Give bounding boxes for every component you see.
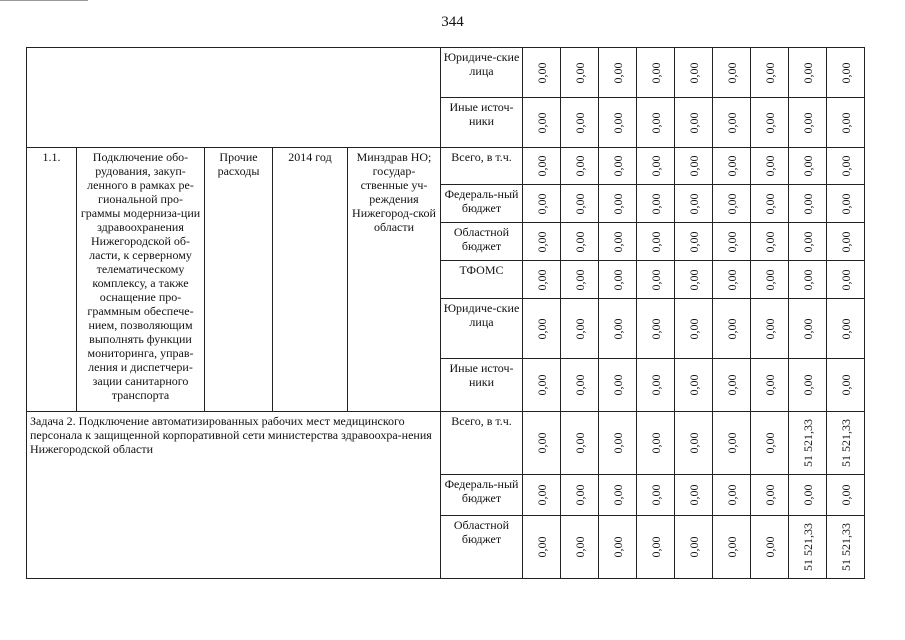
value-cell: 51 521,33 [789,516,827,579]
value-cell: 0,00 [523,48,561,98]
value-cell: 0,00 [523,223,561,261]
value-cell: 0,00 [789,359,827,412]
value-cell: 0,00 [675,48,713,98]
value-cell: 0,00 [751,359,789,412]
value-cell: 0,00 [675,223,713,261]
value-cell: 0,00 [599,261,637,299]
item-number: 1.1. [27,148,77,412]
item-type: Прочие расходы [205,148,273,412]
value-cell: 0,00 [599,98,637,148]
value-cell: 0,00 [523,412,561,475]
value-cell: 0,00 [713,148,751,185]
item-year: 2014 год [273,148,348,412]
value-cell: 51 521,33 [827,412,865,475]
value-cell: 0,00 [561,516,599,579]
value-cell: 0,00 [827,475,865,516]
value-cell: 0,00 [637,223,675,261]
value-cell: 0,00 [713,223,751,261]
value-cell: 0,00 [675,98,713,148]
value-cell: 51 521,33 [789,412,827,475]
value-cell: 0,00 [561,98,599,148]
value-cell: 0,00 [751,48,789,98]
value-cell: 0,00 [827,185,865,223]
value-cell: 0,00 [789,148,827,185]
row-label: ТФОМС [441,261,523,299]
value-cell: 0,00 [675,261,713,299]
value-cell: 0,00 [827,261,865,299]
value-cell: 0,00 [599,185,637,223]
value-cell: 0,00 [751,98,789,148]
value-cell: 0,00 [599,148,637,185]
item-executor: Минздрав НО; государ-ственные уч-реждения Нижегород-ской области [348,148,441,412]
table-row [27,48,865,98]
row-label: Иные источ-ники [441,98,523,148]
value-cell: 0,00 [637,359,675,412]
value-cell: 0,00 [827,223,865,261]
value-cell: 0,00 [713,412,751,475]
value-cell: 0,00 [789,223,827,261]
row-label: Юридиче-ские лица [441,299,523,359]
value-cell: 0,00 [827,48,865,98]
value-cell: 0,00 [751,475,789,516]
row-label: Иные источ-ники [441,359,523,412]
value-cell: 0,00 [561,261,599,299]
value-cell: 0,00 [675,299,713,359]
value-cell: 0,00 [561,299,599,359]
value-cell: 0,00 [675,148,713,185]
value-cell: 0,00 [599,475,637,516]
row-label: Юридиче-ские лица [441,48,523,98]
value-cell: 0,00 [713,475,751,516]
value-cell: 0,00 [561,359,599,412]
value-cell: 0,00 [523,299,561,359]
value-cell: 0,00 [827,299,865,359]
value-cell: 0,00 [789,475,827,516]
row-label: Всего, в т.ч. [441,148,523,185]
value-cell: 0,00 [751,516,789,579]
value-cell: 0,00 [637,98,675,148]
value-cell: 0,00 [751,299,789,359]
value-cell: 0,00 [561,48,599,98]
value-cell: 0,00 [561,223,599,261]
value-cell: 0,00 [789,261,827,299]
value-cell: 0,00 [523,359,561,412]
value-cell: 0,00 [751,185,789,223]
value-cell: 0,00 [523,475,561,516]
value-cell: 0,00 [599,48,637,98]
row-label: Областной бюджет [441,516,523,579]
value-cell: 0,00 [561,412,599,475]
value-cell: 0,00 [713,261,751,299]
value-cell: 0,00 [637,185,675,223]
value-cell: 0,00 [789,299,827,359]
task-2-title: Задача 2. Подключение автоматизированных рабочих мест медицинского персонала к защищенной корпоративной сети министерства здравоохра-нения Нижегородской области [27,412,441,579]
table-row [27,148,865,185]
row-label: Областной бюджет [441,223,523,261]
value-cell: 0,00 [561,148,599,185]
value-cell: 0,00 [827,98,865,148]
value-cell: 0,00 [713,359,751,412]
value-cell: 0,00 [637,299,675,359]
value-cell: 0,00 [751,261,789,299]
value-cell: 0,00 [713,516,751,579]
value-cell: 0,00 [599,299,637,359]
row-label: Всего, в т.ч. [441,412,523,475]
value-cell: 0,00 [561,475,599,516]
page-number: 344 [441,14,464,30]
value-cell: 0,00 [599,516,637,579]
row-label: Федераль-ный бюджет [441,475,523,516]
value-cell: 0,00 [637,261,675,299]
value-cell: 0,00 [827,359,865,412]
value-cell: 0,00 [561,185,599,223]
value-cell: 51 521,33 [827,516,865,579]
value-cell: 0,00 [675,185,713,223]
budget-table [26,47,865,579]
value-cell: 0,00 [675,516,713,579]
value-cell: 0,00 [523,148,561,185]
table-row [27,412,865,475]
value-cell: 0,00 [789,98,827,148]
value-cell: 0,00 [523,516,561,579]
value-cell: 0,00 [637,516,675,579]
value-cell: 0,00 [637,148,675,185]
value-cell: 0,00 [523,261,561,299]
item-name: Подключение обо-рудования, закуп-ленного в рамках ре-гиональной про-граммы модерниза-ции здравоохранения Нижегородской об-ласти, к серверному телематическому комплексу, а также оснащение про-граммным обеспече-нием, позволяющим выполнять функции мониторинга, управ-ления и диспетчери-зации санитарного транспорта [77,148,205,412]
value-cell: 0,00 [599,359,637,412]
value-cell: 0,00 [751,412,789,475]
value-cell: 0,00 [751,148,789,185]
value-cell: 0,00 [751,223,789,261]
value-cell: 0,00 [675,412,713,475]
value-cell: 0,00 [523,185,561,223]
value-cell: 0,00 [827,148,865,185]
value-cell: 0,00 [789,185,827,223]
value-cell: 0,00 [789,48,827,98]
value-cell: 0,00 [637,412,675,475]
value-cell: 0,00 [713,185,751,223]
value-cell: 0,00 [637,48,675,98]
value-cell: 0,00 [713,48,751,98]
value-cell: 0,00 [675,475,713,516]
table-body [27,48,865,579]
value-cell: 0,00 [675,359,713,412]
empty-left-block [27,48,441,148]
value-cell: 0,00 [637,475,675,516]
scan-edge-line [0,0,88,1]
value-cell: 0,00 [523,98,561,148]
value-cell: 0,00 [713,299,751,359]
value-cell: 0,00 [713,98,751,148]
row-label: Федераль-ный бюджет [441,185,523,223]
value-cell: 0,00 [599,412,637,475]
value-cell: 0,00 [599,223,637,261]
